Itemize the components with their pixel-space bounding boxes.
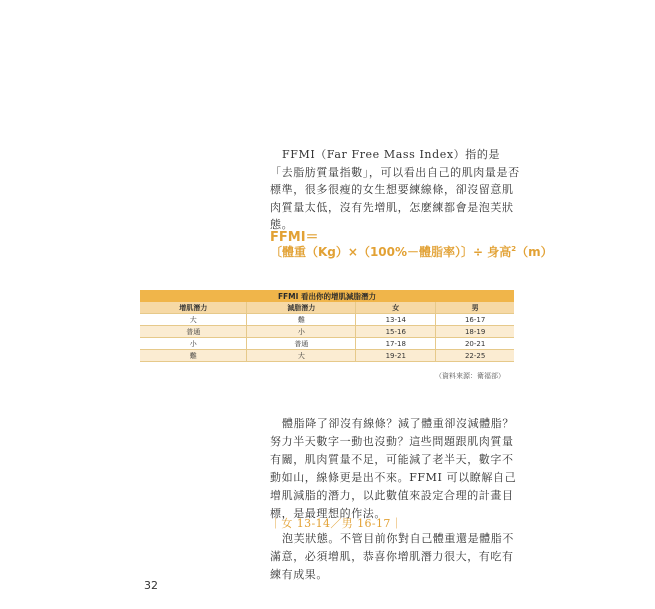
table-caption: FFMI 看出你的增肌減脂潛力 xyxy=(140,290,514,302)
table-cell: 普通 xyxy=(140,326,247,338)
column-header-female: 女 xyxy=(356,302,436,314)
table-row xyxy=(140,350,514,362)
table-cell: 大 xyxy=(247,350,356,362)
intro-paragraph: FFMI（Far Free Mass Index）指的是「去脂肪質量指數」，可以看出自己的肌肉量是否標準，很多很瘦的女生想要練線條，卻沒留意肌肉質量太低，沒有先增肌，怎麼練都會是泡芙狀態。 xyxy=(270,148,520,231)
table-cell: 20-21 xyxy=(436,338,514,350)
table-cell: 難 xyxy=(247,314,356,326)
column-header-male: 男 xyxy=(436,302,514,314)
body-paragraph: 體脂降了卻沒有線條？減了體重卻沒減體脂？努力半天數字一動也沒動？這些問題跟肌肉質量有關，肌肉質量不足，可能減了老半天，數字不動如山，線條更是出不來。FFMI 可以瞭解自己增肌減脂的潛力，以此數值來設定合理的計畫目標，是最理想的作法。 xyxy=(270,417,517,520)
table-cell: 22-25 xyxy=(436,350,514,362)
section-subheading: ｜女 13-14／男 16-17｜ xyxy=(270,517,403,530)
table-row xyxy=(140,326,514,338)
sub-paragraph: 泡芙狀態。不管目前你對自己體重還是體脂不滿意，必須增肌，恭喜你增肌潛力很大，有吃有練有成果。 xyxy=(270,532,514,581)
formula-body xyxy=(270,243,553,260)
table-cell: 大 xyxy=(140,314,247,326)
formula-main: 〔體重（Kg）×（100%－體脂率）〕÷ 身高 xyxy=(270,245,512,259)
ffmi-table xyxy=(140,290,514,362)
table-cell: 小 xyxy=(140,338,247,350)
column-header-fat-loss: 減脂潛力 xyxy=(247,302,356,314)
formula-exponent: 2 xyxy=(511,245,517,253)
table-cell: 15-16 xyxy=(356,326,436,338)
formula-unit: （m） xyxy=(516,245,553,259)
table-source: （資料來源：衛福部） xyxy=(435,372,505,380)
table-cell: 17-18 xyxy=(356,338,436,350)
table-cell: 16-17 xyxy=(436,314,514,326)
column-header-muscle-gain: 增肌潛力 xyxy=(140,302,247,314)
table-cell: 13-14 xyxy=(356,314,436,326)
table-cell: 普通 xyxy=(247,338,356,350)
page-number: 32 xyxy=(144,579,158,592)
table-cell: 難 xyxy=(140,350,247,362)
table-cell: 小 xyxy=(247,326,356,338)
table-cell: 18-19 xyxy=(436,326,514,338)
formula-title: FFMI＝ xyxy=(270,230,319,245)
table-row xyxy=(140,338,514,350)
table-row xyxy=(140,314,514,326)
table-cell: 19-21 xyxy=(356,350,436,362)
